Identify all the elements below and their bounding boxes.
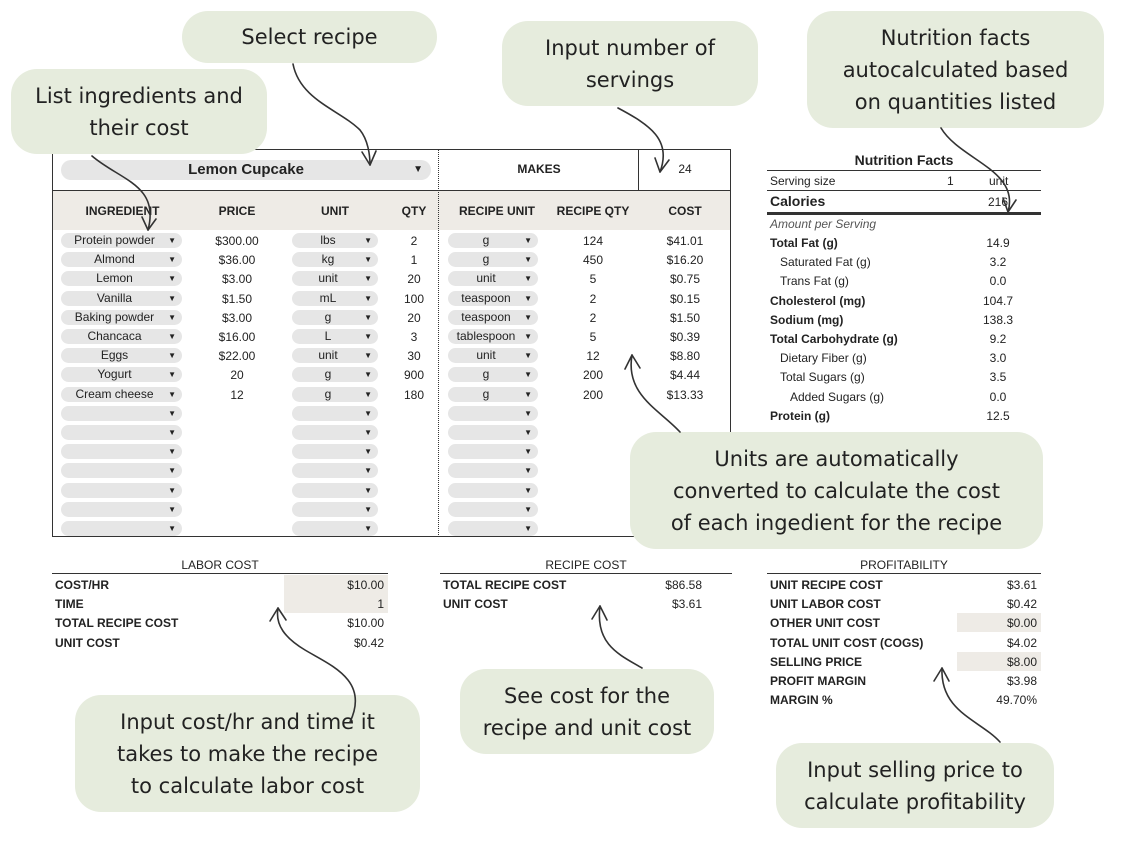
chevron-down-icon: ▼ [168,255,176,265]
nutrient-label: Protein (g) [770,408,830,423]
ingredient-select[interactable] [61,252,182,267]
header-divider [52,190,731,191]
recipe-cost-divider [440,573,732,574]
recipe-unit-select[interactable] [448,406,538,421]
labor-value: $0.42 [353,635,384,650]
nutrient-label: Dietary Fiber (g) [780,351,867,366]
labor-label: COST/HR [55,578,109,592]
chevron-down-icon: ▼ [364,236,372,245]
chevron-down-icon: ▼ [364,370,372,380]
unit-select-value: kg [321,252,335,267]
chevron-down-icon: ▼ [524,504,532,514]
recipe-unit-select[interactable] [448,502,538,517]
recipe-unit-select-value: unit [476,271,496,286]
column-header-recipe-unit: RECIPE UNIT [458,204,535,218]
chevron-down-icon: ▼ [364,255,372,265]
callout-text: Input number of servings [545,35,715,92]
nutrient-row [767,329,1041,348]
unit-select-value: g [324,367,332,382]
chevron-down-icon: ▼ [168,408,176,418]
callout-text: Nutrition facts autocalculated based on quantities listed [842,25,1069,114]
nutrient-row [767,387,1041,406]
recipe-qty-cell[interactable]: 2 [589,310,597,325]
ingredient-select-value: Yogurt [97,367,132,382]
recipe-unit-select-value: g [482,367,490,382]
ingredient-select[interactable] [61,406,182,421]
recipe-unit-select-value: tablespoon [456,329,516,343]
ingredient-select-value: Chancaca [87,329,142,343]
nutrient-value: 3.0 [989,351,1007,366]
labor-label: TIME [55,597,84,612]
profitability-row [767,575,1041,594]
recipe-qty-cell[interactable]: 200 [582,368,604,383]
table-row [0,500,740,519]
serving-size-unit: unit [989,174,1009,188]
recipe-unit-select[interactable] [448,271,538,286]
ingredient-select[interactable] [61,310,182,325]
chevron-down-icon: ▼ [168,293,176,303]
column-header-qty: QTY [401,204,427,218]
ingredient-select-value: Baking powder [74,309,155,324]
input-cell-shade[interactable] [284,594,388,613]
labor-label: TOTAL RECIPE COST [55,616,179,631]
profitability-label: SELLING PRICE [770,654,863,669]
recipe-qty-cell[interactable]: 5 [589,272,597,287]
chevron-down-icon: ▼ [168,312,176,322]
ingredient-select[interactable] [61,444,182,459]
ingredient-select[interactable] [61,291,182,306]
nutrient-row [767,406,1041,425]
recipe-qty-cell[interactable]: 12 [586,349,600,364]
chevron-down-icon: ▼ [524,236,532,245]
unit-select-value: unit [318,271,338,286]
ingredient-select[interactable] [61,329,182,344]
qty-cell[interactable]: 3 [410,330,418,344]
qty-cell[interactable]: 180 [403,387,425,402]
ingredient-select[interactable] [61,502,182,517]
recipe-unit-select-value: g [482,233,490,247]
recipe-unit-select[interactable] [448,348,538,363]
recipe-unit-select[interactable] [448,252,538,267]
unit-select[interactable] [292,425,378,440]
ingredient-select[interactable] [61,271,182,286]
nutrient-label: Total Sugars (g) [780,370,865,385]
recipe-unit-select[interactable] [448,387,538,402]
ingredient-select-value: Almond [94,252,135,267]
nutrient-label: Trans Fat (g) [780,274,849,289]
chevron-down-icon: ▼ [524,332,532,341]
recipe-cost-value: $3.61 [671,597,702,612]
ingredient-select-value: Eggs [100,348,129,363]
recipe-unit-select[interactable] [448,367,538,382]
recipe-qty-cell[interactable]: 2 [589,291,597,306]
profitability-row [767,613,1041,632]
recipe-unit-select[interactable] [448,291,538,306]
unit-select[interactable] [292,521,378,536]
price-cell[interactable]: 20 [230,368,244,383]
price-cell[interactable]: $3.00 [221,310,253,325]
unit-select-value: lbs [320,233,336,247]
recipe-cost-value: $86.58 [665,578,702,592]
chevron-down-icon: ▼ [364,274,372,284]
chevron-down-icon: ▼ [364,447,372,457]
callout-servings [502,21,758,106]
callout-selling-price [776,743,1054,828]
column-header-unit: UNIT [321,204,349,218]
unit-select[interactable] [292,329,378,344]
qty-cell[interactable]: 1 [410,253,418,268]
callout-text: Input cost/hr and time it takes to make the recipe to calculate labor cost [116,709,378,798]
unit-select-value: L [324,329,332,343]
chevron-down-icon: ▼ [524,312,532,322]
cost-cell: $0.39 [669,330,701,344]
recipe-dropdown-label: Lemon Cupcake [188,161,304,178]
labor-row [52,575,388,594]
recipe-unit-select-value: g [482,252,490,267]
nutrient-value: 3.5 [989,370,1007,385]
labor-row [52,594,388,613]
chevron-down-icon: ▼ [168,504,176,514]
chevron-down-icon: ▼ [524,370,532,380]
table-row [0,269,740,288]
table-row [0,481,740,500]
nutrient-row [767,348,1041,367]
callout-select-recipe [182,11,437,63]
unit-select[interactable] [292,367,378,382]
qty-cell[interactable]: 20 [407,310,421,325]
nutrient-label: Added Sugars (g) [790,389,885,404]
qty-cell[interactable]: 900 [403,368,425,383]
recipe-unit-select[interactable] [448,233,538,248]
ingredient-select-value: Protein powder [74,233,155,247]
chevron-down-icon: ▼ [168,236,176,245]
profitability-label: UNIT LABOR COST [770,597,881,612]
nutrient-row [767,252,1041,271]
recipe-unit-select[interactable] [448,483,538,498]
chevron-down-icon: ▼ [364,351,372,361]
profitability-row [767,652,1041,671]
recipe-unit-select[interactable] [448,425,538,440]
recipe-dropdown[interactable] [61,160,431,180]
cost-cell: $13.33 [666,387,704,402]
ingredient-select[interactable] [61,425,182,440]
ingredient-select-value: Cream cheese [75,386,154,401]
ingredient-select[interactable] [61,387,182,402]
chevron-down-icon: ▼ [413,164,423,175]
ingredient-select-value: Lemon [96,271,133,286]
unit-select[interactable] [292,310,378,325]
chevron-down-icon: ▼ [364,332,372,341]
nutrient-label: Total Carbohydrate (g) [770,332,898,346]
chevron-down-icon: ▼ [168,466,176,476]
calories-value: 216 [987,195,1009,209]
labor-cost-title: LABOR COST [181,558,259,572]
callout-text: Select recipe [241,25,378,49]
qty-cell[interactable]: 20 [407,272,421,287]
unit-select[interactable] [292,387,378,402]
recipe-unit-select[interactable] [448,444,538,459]
profitability-row [767,690,1041,709]
table-row [0,289,740,308]
unit-select[interactable] [292,463,378,478]
cost-cell: $4.44 [669,368,701,383]
chevron-down-icon: ▼ [364,485,372,495]
table-row [0,385,740,404]
qty-cell[interactable]: 30 [407,349,421,364]
ingredient-select[interactable] [61,233,182,248]
chevron-down-icon: ▼ [524,274,532,284]
serving-size-row [767,171,1041,190]
profitability-row [767,633,1041,652]
chevron-down-icon: ▼ [364,524,372,533]
price-cell[interactable]: $1.50 [221,291,253,306]
ingredient-select-value: Vanilla [96,290,133,305]
unit-select-value: g [324,309,332,324]
recipe-unit-select[interactable] [448,521,538,536]
ingredient-select[interactable] [61,483,182,498]
cost-cell: $41.01 [666,234,704,248]
nutrient-label: Saturated Fat (g) [780,255,871,270]
unit-select[interactable] [292,271,378,286]
callout-text: See cost for the recipe and unit cost [482,683,692,740]
chevron-down-icon: ▼ [168,389,176,399]
price-cell[interactable]: $16.00 [218,330,256,344]
chevron-down-icon: ▼ [524,524,532,533]
chevron-down-icon: ▼ [168,274,176,284]
calories-row [767,191,1041,213]
callout-text: Units are automatically converted to calculate the cost of each ingedient for the recipe [670,446,1003,535]
table-row [0,461,740,480]
profitability-value: $4.02 [1006,635,1037,650]
profitability-label: PROFIT MARGIN [770,674,866,688]
chevron-down-icon: ▼ [524,428,532,437]
recipe-unit-select[interactable] [448,329,538,344]
nutrient-value: 14.9 [986,236,1010,250]
recipe-unit-select[interactable] [448,463,538,478]
table-row [0,231,740,250]
nutrient-label: Cholesterol (mg) [770,293,866,308]
chevron-down-icon: ▼ [168,524,176,533]
ingredient-select[interactable] [61,521,182,536]
labor-value: $10.00 [347,616,384,631]
cost-cell: $8.80 [669,349,701,364]
recipe-qty-cell[interactable]: 200 [582,387,604,402]
table-row [0,404,740,423]
nutrient-value: 138.3 [982,312,1014,327]
profitability-table [767,558,1041,713]
profitability-divider [767,573,1041,574]
callout-text: Input selling price to calculate profitability [804,757,1026,814]
profitability-value[interactable]: $0.00 [1006,616,1037,631]
chevron-down-icon: ▼ [364,504,372,514]
price-cell[interactable]: $300.00 [215,234,259,248]
labor-cost-table [52,558,388,653]
unit-select[interactable] [292,483,378,498]
table-row [0,519,740,538]
unit-select[interactable] [292,406,378,421]
chevron-down-icon: ▼ [524,293,532,303]
callout-ingredients [11,69,267,154]
chevron-down-icon: ▼ [168,370,176,380]
recipe-cost-row [440,575,732,594]
nutrition-title: Nutrition Facts [854,152,954,168]
table-row [0,423,740,442]
recipe-cost-label: TOTAL RECIPE COST [443,578,567,592]
labor-row [52,633,388,652]
price-cell[interactable]: $3.00 [221,272,253,287]
labor-value[interactable]: 1 [377,597,384,612]
chevron-down-icon: ▼ [364,312,372,322]
table-row [0,365,740,384]
makes-label: MAKES [517,162,561,176]
nutrient-row [767,271,1041,290]
table-row [0,346,740,365]
qty-cell[interactable]: 2 [410,234,418,248]
labor-label: UNIT COST [55,635,120,650]
callout-labor [75,695,420,812]
recipe-qty-cell[interactable]: 124 [582,234,604,248]
callout-nutrition [807,11,1104,128]
unit-select-value: mL [319,290,337,305]
chevron-down-icon: ▼ [364,389,372,399]
chevron-down-icon: ▼ [168,332,176,341]
price-cell[interactable]: 12 [230,387,244,402]
ingredient-select[interactable] [61,348,182,363]
chevron-down-icon: ▼ [364,466,372,476]
table-row [0,250,740,269]
profitability-value: $3.98 [1006,674,1037,688]
chevron-down-icon: ▼ [364,408,372,418]
chevron-down-icon: ▼ [168,428,176,437]
chevron-down-icon: ▼ [524,351,532,361]
amount-per-serving-label: Amount per Serving [770,217,877,231]
profitability-value[interactable]: $8.00 [1006,654,1037,669]
nutrient-row [767,233,1041,252]
cost-cell: $0.75 [669,272,701,287]
recipe-unit-select-value: g [482,386,490,401]
calories-label: Calories [770,193,826,209]
unit-select[interactable] [292,348,378,363]
unit-select-value: g [324,386,332,401]
nutrient-value: 0.0 [989,389,1007,404]
profitability-label: TOTAL UNIT COST (COGS) [770,635,924,650]
serving-size-label: Serving size [770,174,836,188]
profitability-row [767,594,1041,613]
nutrient-value: 3.2 [989,255,1007,270]
servings-input[interactable]: 24 [678,162,692,176]
recipe-unit-select[interactable] [448,310,538,325]
unit-select[interactable] [292,252,378,267]
profitability-row [767,671,1041,690]
chevron-down-icon: ▼ [364,293,372,303]
column-header-price: PRICE [218,204,256,218]
unit-select[interactable] [292,502,378,517]
unit-select[interactable] [292,291,378,306]
recipe-qty-cell[interactable]: 5 [589,330,597,344]
chevron-down-icon: ▼ [524,466,532,476]
price-cell[interactable]: $22.00 [218,349,256,364]
recipe-unit-select-value: teaspoon [461,290,511,305]
recipe-unit-select-value: unit [476,348,496,363]
callout-units [630,432,1043,549]
table-row [0,327,740,346]
chevron-down-icon: ▼ [524,255,532,265]
column-header-cost: COST [668,204,702,218]
profitability-value: 49.70% [996,693,1037,708]
table-row [0,308,740,327]
nutrient-value: 12.5 [986,408,1010,423]
labor-value[interactable]: $10.00 [347,578,384,592]
profitability-label: MARGIN % [770,693,833,708]
profitability-title: PROFITABILITY [860,558,948,572]
profitability-value: $0.42 [1006,597,1037,612]
price-cell[interactable]: $36.00 [218,253,256,268]
nutrient-row [767,291,1041,310]
chevron-down-icon: ▼ [524,485,532,495]
callout-recipe-cost [460,669,714,754]
chevron-down-icon: ▼ [168,485,176,495]
column-header-recipe-qty: RECIPE QTY [556,204,630,218]
chevron-down-icon: ▼ [364,428,372,437]
serving-size-value: 1 [947,174,954,188]
qty-cell[interactable]: 100 [403,291,425,306]
cost-cell: $16.20 [666,253,704,268]
table-row [0,442,740,461]
ingredient-select[interactable] [61,463,182,478]
recipe-cost-row [440,594,732,613]
chevron-down-icon: ▼ [168,447,176,457]
column-header-ingredient: INGREDIENT [85,204,160,218]
profitability-value: $3.61 [1006,578,1037,592]
labor-cost-divider [52,573,388,574]
chevron-down-icon: ▼ [524,447,532,457]
nutrient-value: 0.0 [989,274,1007,289]
nutrient-label: Total Fat (g) [770,236,838,250]
nutrient-row [767,367,1041,386]
nutrient-value: 104.7 [982,293,1014,308]
nutrient-value: 9.2 [989,332,1007,346]
ingredient-select[interactable] [61,367,182,382]
chevron-down-icon: ▼ [524,408,532,418]
profitability-label: UNIT RECIPE COST [770,578,883,592]
cost-cell: $0.15 [669,291,701,306]
amount-per-serving-row [767,214,1041,233]
unit-select-value: unit [318,348,338,363]
recipe-qty-cell[interactable]: 450 [582,253,604,268]
chevron-down-icon: ▼ [524,389,532,399]
labor-row [52,613,388,632]
cost-cell: $1.50 [669,310,701,325]
nutrient-row [767,310,1041,329]
recipe-cost-title: RECIPE COST [545,558,627,572]
unit-select[interactable] [292,233,378,248]
chevron-down-icon: ▼ [168,351,176,361]
callout-text: List ingredients and their cost [35,83,243,140]
recipe-cost-label: UNIT COST [443,597,508,612]
recipe-cost-table [440,558,732,618]
profitability-label: OTHER UNIT COST [770,616,880,631]
makes-divider [638,149,639,190]
recipe-unit-select-value: teaspoon [461,309,511,324]
unit-select[interactable] [292,444,378,459]
nutrient-label: Sodium (mg) [770,312,844,327]
